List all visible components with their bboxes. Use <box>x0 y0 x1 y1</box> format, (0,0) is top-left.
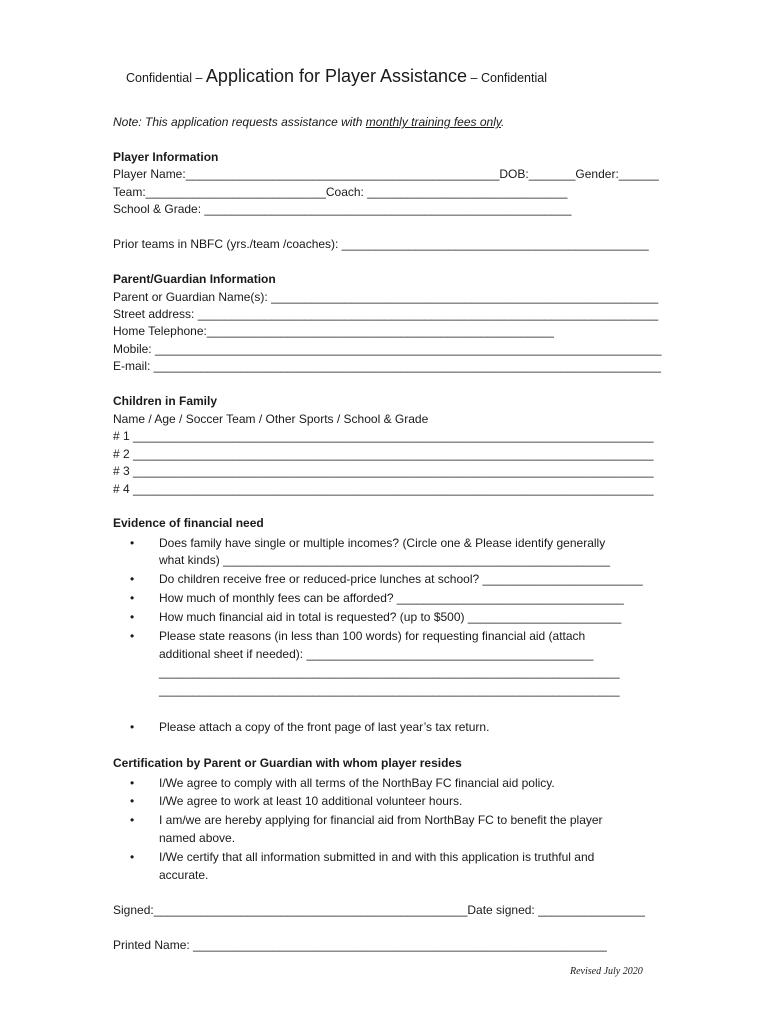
note <box>113 115 504 129</box>
cert-item: I/We agree to work at least 10 additional volunteer hours. <box>159 794 463 808</box>
income-kinds-line[interactable]: what kinds) __________________________________________________________ <box>159 553 611 567</box>
aid-requested-question[interactable]: How much financial aid in total is requested? (up to $500) _______________________ <box>159 610 622 624</box>
reasons-extra-line[interactable]: _____________________________________________________________________ <box>159 683 620 697</box>
bullet-icon: • <box>130 572 135 586</box>
school-grade-line[interactable]: School & Grade: _______________________________________________________ <box>113 202 572 216</box>
reasons-line[interactable]: additional sheet if needed): ___________________________________________ <box>159 647 594 661</box>
bullet-icon: • <box>130 720 135 734</box>
prior-teams-line[interactable]: Prior teams in NBFC (yrs./team /coaches): ______________________________________________ <box>113 237 649 251</box>
reasons-extra-line[interactable]: _____________________________________________________________________ <box>159 665 620 679</box>
fees-afforded-question[interactable]: How much of monthly fees can be afforded? __________________________________ <box>159 591 624 605</box>
signed-line[interactable]: Signed:_______________________________________________Date signed: ________________ <box>113 903 645 917</box>
player-info-heading: Player Information <box>113 150 219 164</box>
income-question: Does family have single or multiple incomes? (Circle one & Please identify generally <box>159 536 606 550</box>
certification-heading: Certification by Parent or Guardian with whom player resides <box>113 756 462 770</box>
street-address-line[interactable]: Street address: _____________________________________________________________________ <box>113 307 659 321</box>
parent-name-line[interactable]: Parent or Guardian Name(s): __________________________________________________________ <box>113 290 659 304</box>
cert-item-cont: accurate. <box>159 868 209 882</box>
financial-heading: Evidence of financial need <box>113 516 264 530</box>
cert-item: I/We agree to comply with all terms of the NorthBay FC financial aid policy. <box>159 776 555 790</box>
children-subheading: Name / Age / Soccer Team / Other Sports / School & Grade <box>113 412 429 426</box>
cert-item: I am/we are hereby applying for financial aid from NorthBay FC to benefit the player <box>159 813 603 827</box>
bullet-icon: • <box>130 536 135 550</box>
title-suffix: – Confidential <box>467 71 547 85</box>
bullet-icon: • <box>130 610 135 624</box>
lunch-question[interactable]: Do children receive free or reduced-price lunches at school? ________________________ <box>159 572 643 586</box>
bullet-icon: • <box>130 629 135 643</box>
note-end: . <box>500 115 505 129</box>
printed-name-line[interactable]: Printed Name: ______________________________________________________________ <box>113 938 607 952</box>
home-telephone-line[interactable]: Home Telephone:____________________________________________________ <box>113 324 554 338</box>
child-row[interactable]: # 4 ______________________________________________________________________________ <box>113 482 654 496</box>
reasons-question: Please state reasons (in less than 100 words) for requesting financial aid (attach <box>159 629 586 643</box>
parent-info-heading: Parent/Guardian Information <box>113 272 276 286</box>
note-underlined: monthly training fees only <box>365 115 501 129</box>
email-line[interactable]: E-mail: ____________________________________________________________________________ <box>113 359 661 373</box>
title-main: Application for Player Assistance <box>205 66 468 86</box>
player-name-line[interactable]: Player Name:_______________________________________________DOB:_______Gender:______ <box>113 167 659 181</box>
revised-date: Revised July 2020 <box>570 966 643 977</box>
child-row[interactable]: # 3 ______________________________________________________________________________ <box>113 464 654 478</box>
bullet-icon: • <box>130 591 135 605</box>
bullet-icon: • <box>130 794 135 808</box>
note-text: Note: This application requests assistance with <box>113 115 366 129</box>
team-coach-line[interactable]: Team:___________________________Coach: ______________________________ <box>113 185 568 199</box>
title-prefix: Confidential – <box>126 71 206 85</box>
child-row[interactable]: # 2 ______________________________________________________________________________ <box>113 447 654 461</box>
bullet-icon: • <box>130 850 135 864</box>
bullet-icon: • <box>130 776 135 790</box>
mobile-line[interactable]: Mobile: ____________________________________________________________________________ <box>113 342 662 356</box>
cert-item: I/We certify that all information submitted in and with this application is truthful and <box>159 850 595 864</box>
child-row[interactable]: # 1 ______________________________________________________________________________ <box>113 429 654 443</box>
tax-return-instruction: Please attach a copy of the front page of last year’s tax return. <box>159 720 490 734</box>
cert-item-cont: named above. <box>159 831 236 845</box>
page-title <box>126 66 547 87</box>
children-heading: Children in Family <box>113 394 218 408</box>
bullet-icon: • <box>130 813 135 827</box>
